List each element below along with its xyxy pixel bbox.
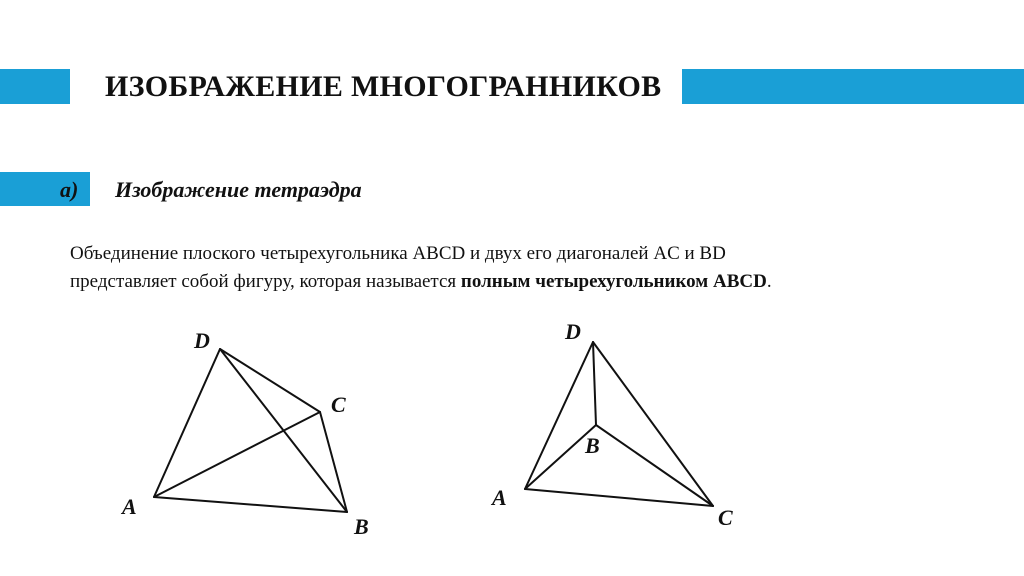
edge-DA: [525, 342, 593, 489]
complete-quadrilateral-figure: [154, 349, 347, 512]
slide-title: ИЗОБРАЖЕНИЕ МНОГОГРАННИКОВ: [105, 70, 662, 103]
edge-CB: [320, 412, 347, 512]
section-title: Изображение тетраэдра: [115, 177, 362, 202]
section-marker: а): [60, 177, 79, 202]
left-label-C: C: [331, 392, 346, 417]
edge-AD: [154, 349, 220, 497]
left-label-B: B: [354, 514, 369, 539]
edge-DB: [593, 342, 596, 425]
right-label-B: B: [585, 433, 600, 458]
right-label-D: D: [565, 319, 581, 344]
diagonal-DB: [220, 349, 347, 512]
right-label-A: A: [492, 485, 507, 510]
tetrahedron-figure: [525, 342, 713, 506]
left-label-A: A: [122, 494, 137, 519]
edge-DC: [593, 342, 713, 506]
edge-AB: [154, 497, 347, 512]
paragraph-bold-term: полным четырехугольником ABCD: [460, 271, 767, 292]
left-label-D: D: [194, 328, 210, 353]
diagonal-AC: [154, 412, 320, 497]
paragraph-text: Объединение плоского четырехугольника ABCD и двух его диагоналей AC и BD представляет собой фигуру, которая называется: [70, 243, 726, 292]
edge-AC: [525, 489, 713, 506]
paragraph-text-end: .: [766, 271, 772, 292]
right-label-C: C: [718, 505, 733, 530]
edge-BC: [596, 425, 713, 506]
edge-DC: [220, 349, 320, 412]
